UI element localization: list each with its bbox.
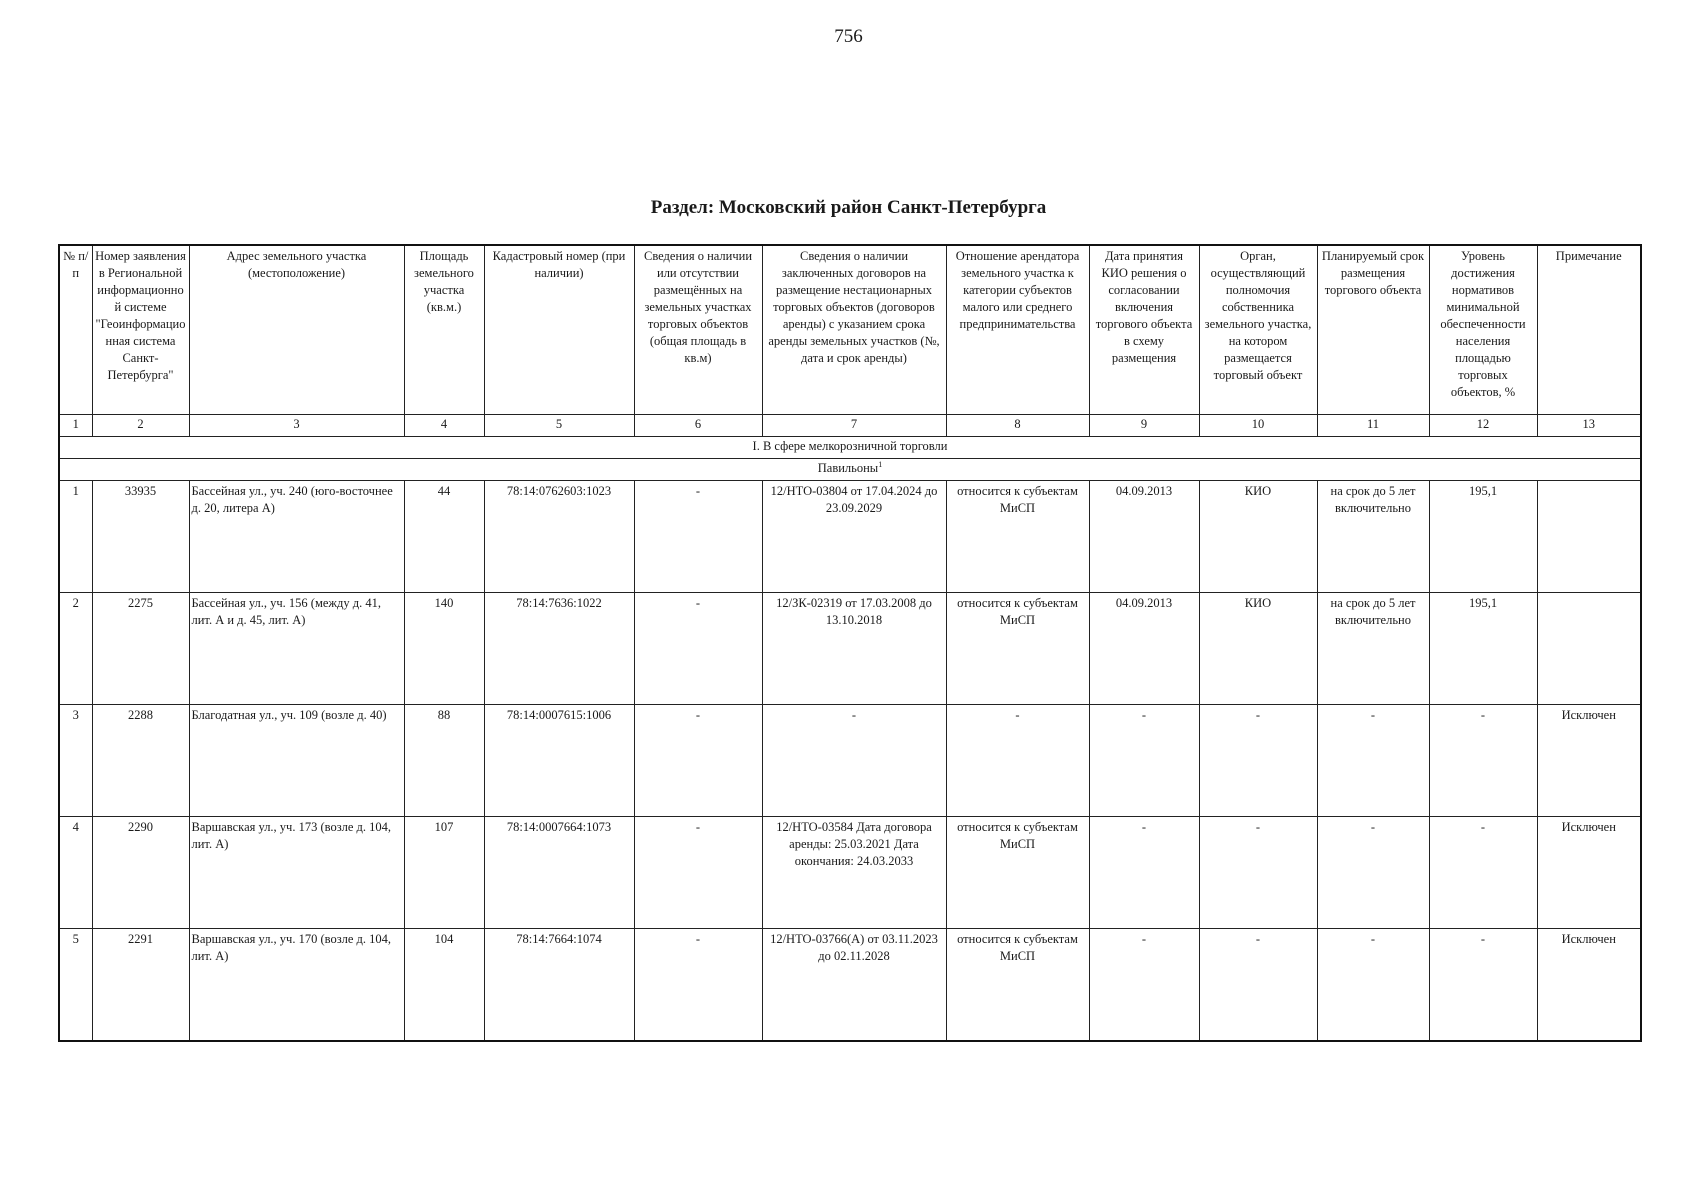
table-row	[59, 593, 1641, 705]
header-row	[59, 245, 1641, 415]
note	[1537, 593, 1641, 705]
column-number-row	[59, 415, 1641, 437]
existing-objects-info: -	[634, 481, 762, 593]
authority: -	[1199, 705, 1317, 817]
col-header: Планируемый срок размещения торгового объекта	[1317, 245, 1429, 415]
planned-term: на срок до 5 лет включительно	[1317, 593, 1429, 705]
column-number: 2	[92, 415, 189, 437]
decision-date: -	[1089, 929, 1199, 1042]
existing-objects-info: -	[634, 929, 762, 1042]
planned-term: -	[1317, 705, 1429, 817]
land-area: 107	[404, 817, 484, 929]
section-heading: I. В сфере мелкорозничной торговли	[59, 437, 1641, 459]
cadastral-number: 78:14:0007664:1073	[484, 817, 634, 929]
smb-category: относится к субъектам МиСП	[946, 929, 1089, 1042]
authority: КИО	[1199, 593, 1317, 705]
decision-date: -	[1089, 817, 1199, 929]
contract-info: 12/НТО-03584 Дата договора аренды: 25.03.2021 Дата окончания: 24.03.2033	[762, 817, 946, 929]
col-header: Сведения о наличии или отсутствии размещённых на земельных участках торговых объектов (общая площадь в кв.м)	[634, 245, 762, 415]
address: Варшавская ул., уч. 170 (возле д. 104, лит. А)	[189, 929, 404, 1042]
register-table	[58, 244, 1642, 1042]
land-area: 104	[404, 929, 484, 1042]
planned-term: -	[1317, 929, 1429, 1042]
authority: -	[1199, 817, 1317, 929]
contract-info: -	[762, 705, 946, 817]
address: Бассейная ул., уч. 240 (юго-восточнее д. 20, литера А)	[189, 481, 404, 593]
decision-date: 04.09.2013	[1089, 481, 1199, 593]
row-number: 2	[59, 593, 92, 705]
address: Варшавская ул., уч. 173 (возле д. 104, лит. А)	[189, 817, 404, 929]
authority: -	[1199, 929, 1317, 1042]
footnote-marker: 1	[878, 459, 883, 469]
col-header: № п/п	[59, 245, 92, 415]
note: Исключен	[1537, 929, 1641, 1042]
smb-category: относится к субъектам МиСП	[946, 593, 1089, 705]
decision-date: -	[1089, 705, 1199, 817]
authority: КИО	[1199, 481, 1317, 593]
smb-category: относится к субъектам МиСП	[946, 817, 1089, 929]
cadastral-number: 78:14:0762603:1023	[484, 481, 634, 593]
col-header: Адрес земельного участка (местоположение)	[189, 245, 404, 415]
col-header: Номер заявления в Региональной информационной системе "Геоинформационная система Санкт-Петербурга"	[92, 245, 189, 415]
subsection-row	[59, 459, 1641, 481]
table-row	[59, 929, 1641, 1042]
application-number: 2275	[92, 593, 189, 705]
planned-term: на срок до 5 лет включительно	[1317, 481, 1429, 593]
existing-objects-info: -	[634, 817, 762, 929]
address: Бассейная ул., уч. 156 (между д. 41, лит. А и д. 45, лит. А)	[189, 593, 404, 705]
note	[1537, 481, 1641, 593]
row-number: 5	[59, 929, 92, 1042]
col-header: Сведения о наличии заключенных договоров на размещение нестационарных торговых объектов (договоров аренды) с указанием срока аренды земельных участков (№, дата и срок аренды)	[762, 245, 946, 415]
contract-info: 12/ЗК-02319 от 17.03.2008 до 13.10.2018	[762, 593, 946, 705]
provision-level: 195,1	[1429, 481, 1537, 593]
contract-info: 12/НТО-03804 от 17.04.2024 до 23.09.2029	[762, 481, 946, 593]
note: Исключен	[1537, 705, 1641, 817]
col-header: Орган, осуществляющий полномочия собственника земельного участка, на котором размещается торговый объект	[1199, 245, 1317, 415]
application-number: 33935	[92, 481, 189, 593]
provision-level: -	[1429, 705, 1537, 817]
column-number: 6	[634, 415, 762, 437]
provision-level: 195,1	[1429, 593, 1537, 705]
column-number: 8	[946, 415, 1089, 437]
land-area: 44	[404, 481, 484, 593]
col-header: Уровень достижения нормативов минимальной обеспеченности населения площадью торговых объектов, %	[1429, 245, 1537, 415]
existing-objects-info: -	[634, 705, 762, 817]
smb-category: -	[946, 705, 1089, 817]
row-number: 4	[59, 817, 92, 929]
provision-level: -	[1429, 817, 1537, 929]
decision-date: 04.09.2013	[1089, 593, 1199, 705]
column-number: 9	[1089, 415, 1199, 437]
column-number: 10	[1199, 415, 1317, 437]
page-title: Раздел: Московский район Санкт-Петербурга	[650, 197, 1047, 218]
column-number: 1	[59, 415, 92, 437]
column-number: 13	[1537, 415, 1641, 437]
application-number: 2291	[92, 929, 189, 1042]
col-header: Примечание	[1537, 245, 1641, 415]
land-area: 88	[404, 705, 484, 817]
contract-info: 12/НТО-03766(А) от 03.11.2023 до 02.11.2028	[762, 929, 946, 1042]
col-header: Отношение арендатора земельного участка к категории субъектов малого или среднего предпринимательства	[946, 245, 1089, 415]
planned-term: -	[1317, 817, 1429, 929]
subsection-heading: Павильоны	[817, 461, 879, 475]
cadastral-number: 78:14:0007615:1006	[484, 705, 634, 817]
column-number: 3	[189, 415, 404, 437]
table-row	[59, 481, 1641, 593]
application-number: 2290	[92, 817, 189, 929]
table-row	[59, 705, 1641, 817]
land-area: 140	[404, 593, 484, 705]
address: Благодатная ул., уч. 109 (возле д. 40)	[189, 705, 404, 817]
row-number: 3	[59, 705, 92, 817]
col-header: Дата принятия КИО решения о согласовании включения торгового объекта в схему размещения	[1089, 245, 1199, 415]
col-header: Площадь земельного участка (кв.м.)	[404, 245, 484, 415]
page-number: 756	[834, 26, 863, 47]
smb-category: относится к субъектам МиСП	[946, 481, 1089, 593]
column-number: 7	[762, 415, 946, 437]
provision-level: -	[1429, 929, 1537, 1042]
existing-objects-info: -	[634, 593, 762, 705]
column-number: 11	[1317, 415, 1429, 437]
application-number: 2288	[92, 705, 189, 817]
column-number: 12	[1429, 415, 1537, 437]
column-number: 4	[404, 415, 484, 437]
cadastral-number: 78:14:7636:1022	[484, 593, 634, 705]
row-number: 1	[59, 481, 92, 593]
section-row	[59, 437, 1641, 459]
col-header: Кадастровый номер (при наличии)	[484, 245, 634, 415]
subsection-cell	[59, 459, 1641, 481]
column-number: 5	[484, 415, 634, 437]
cadastral-number: 78:14:7664:1074	[484, 929, 634, 1042]
note: Исключен	[1537, 817, 1641, 929]
table-row	[59, 817, 1641, 929]
